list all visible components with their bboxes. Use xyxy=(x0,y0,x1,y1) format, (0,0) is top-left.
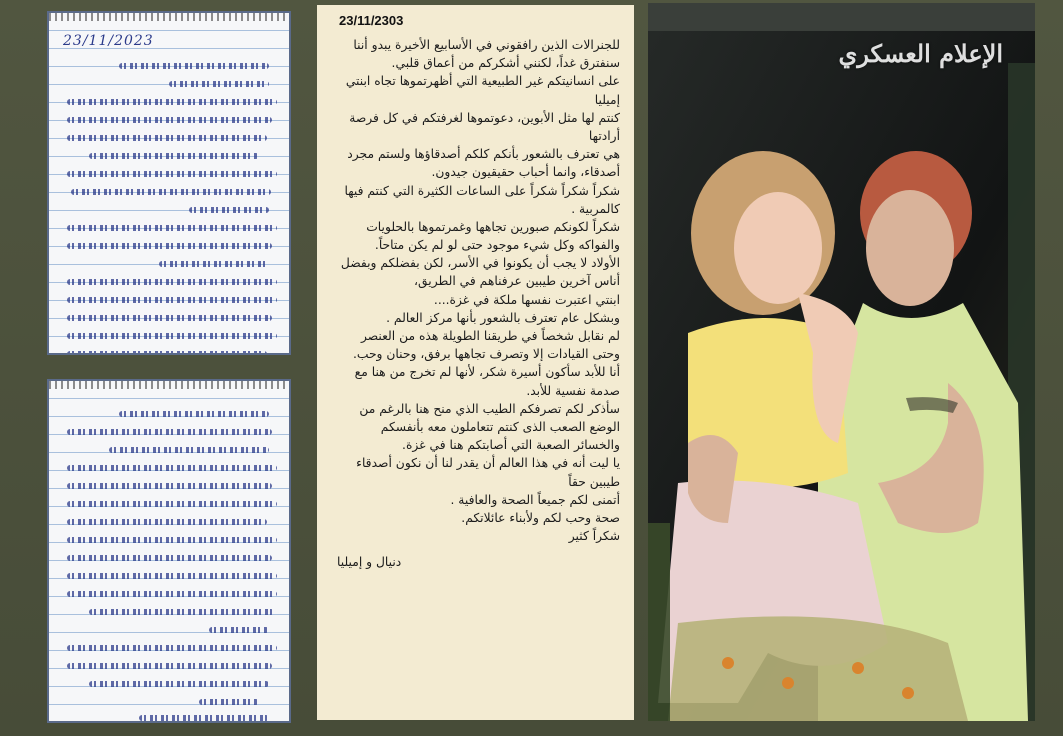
photo-mother-and-child xyxy=(648,3,1035,721)
letter-line: شكراً كثير xyxy=(568,529,620,544)
letter-line: الأولاد لا يجب أن يكونوا في الأسر، لكن بفضلكم وبفضل أناس آخرين طيبين عرفناهم في الطريق، xyxy=(340,256,620,289)
letter-line: أنا للأبد سأكون أسيرة شكر، لأنها لم تخرج من هنا مع صدمة نفسية للأبد. xyxy=(354,365,620,398)
handwritten-hebrew-text xyxy=(49,381,289,721)
al-ilam-al-askari-logo: الإعلام العسكري xyxy=(838,39,1003,68)
woman-face xyxy=(866,190,954,306)
letter-translation-card xyxy=(317,5,634,720)
letter-line: ابنتي اعتبرت نفسها ملكة في غزة.... xyxy=(433,292,620,307)
letter-signature: دنيال و إميليا xyxy=(337,555,402,570)
letter-line: صحة وحب لكم ولأبناء عائلاتكم. xyxy=(461,510,620,525)
letter-line: كنتم لها مثل الأبوين، دعوتموها لغرفتكم في كل فرصة أرادتها xyxy=(349,110,620,143)
letter-line: شكراً شكراً شكراً على الساعات الكثيرة التي كنتم فيها كالمربية . xyxy=(344,183,620,216)
letter-line: شكراً لكونكم صبورين تجاهها وغمرتموها بالحلويات والفواكه وكل شيء موجود حتى لو لم يكن متاحاً. xyxy=(366,219,620,253)
letter-line: يا ليت أنه في هذا العالم أن يقدر لنا أن نكون أصدقاء طيبين حقاً xyxy=(356,456,620,489)
letter-date: 23/11/2303 xyxy=(339,13,404,28)
vehicle-frame xyxy=(648,3,1035,31)
letter-line: لم نقابل شخصاً في طريقنا الطويلة هذه من العنصر وحتى القيادات إلا وتصرف تجاهها برفق، وحنان وحب. xyxy=(352,329,620,362)
letter-line: هي تعترف بالشعور بأنكم كلكم أصدقاؤها ولستم مجرد أصدقاء، وانما أحباب حقيقيون جيدون. xyxy=(347,147,620,180)
handwritten-note-bottom xyxy=(47,379,291,723)
letter-line: وبشكل عام تعترف بالشعور بأنها مركز العالم . xyxy=(386,310,620,325)
letter-line: للجنرالات الذين رافقوني في الأسابيع الأخيرة يبدو أننا سنفترق غداً، لكنني أشكركم من أعماق قلبي. xyxy=(353,38,620,71)
handwritten-hebrew-text xyxy=(49,13,289,353)
letter-line: سأذكر لكم تصرفكم الطيب الذي منح هنا بالرغم من الوضع الصعب الذى كنتم تتعاملون معه بأنفسكم والخسائر الصعبة التي أصابتكم هنا في غزة. xyxy=(359,401,620,453)
child-face xyxy=(734,192,822,304)
letter-body xyxy=(331,36,620,545)
handwritten-date: 23/11/2023 xyxy=(63,33,154,49)
handwritten-note-top xyxy=(47,11,291,355)
letter-line: على انسانيتكم غير الطبيعية التي أظهرتموها تجاه ابنتي إميليا xyxy=(345,74,620,107)
soldier-arm xyxy=(648,523,670,721)
photo-illustration xyxy=(648,3,1035,721)
letter-line: أتمنى لكم جميعاً الصحة والعافية . xyxy=(450,492,620,507)
